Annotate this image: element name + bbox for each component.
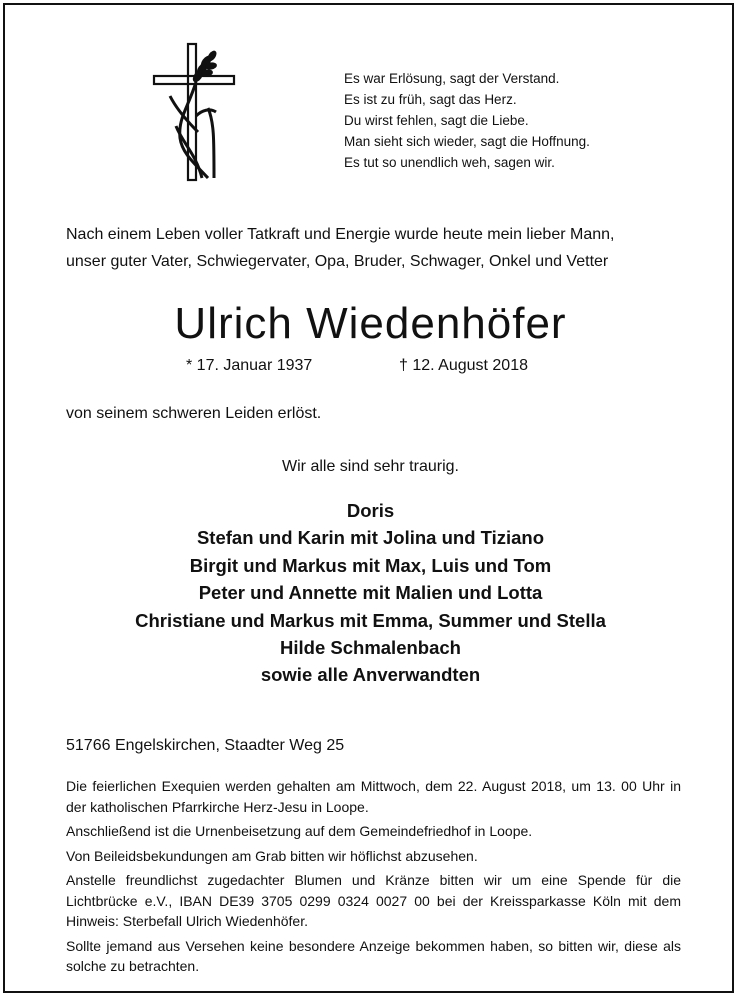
poem-line: Es ist zu früh, sagt das Herz. <box>344 92 517 107</box>
address: 51766 Engelskirchen, Staadter Weg 25 <box>66 737 345 754</box>
note-paragraph: Von Beileidsbekundungen am Grab bitten wir höflichst abzusehen. <box>66 847 478 864</box>
poem <box>344 68 590 173</box>
deceased-name: Ulrich Wiedenhöfer <box>174 299 567 348</box>
death-date: † 12. August 2018 <box>399 357 528 374</box>
released-text: von seinem schweren Leiden erlöst. <box>66 405 322 422</box>
mourner-line: Doris <box>346 500 395 521</box>
mourner-line: Stefan und Karin mit Jolina und Tiziano <box>196 527 545 549</box>
mourners-list <box>0 497 741 689</box>
poem-line: Du wirst fehlen, sagt die Liebe. <box>344 113 529 128</box>
intro-text <box>66 222 681 275</box>
mourner-line: Hilde Schmalenbach <box>280 637 461 659</box>
intro-line: Nach einem Leben voller Tatkraft und Energie wurde heute mein lieber Mann, <box>66 226 615 243</box>
service-notes <box>66 776 681 981</box>
birth-date: * 17. Januar 1937 <box>186 357 313 374</box>
mourner-line: Peter und Annette mit Malien und Lotta <box>198 582 543 604</box>
note-paragraph: Anschließend ist die Urnenbeisetzung auf dem Gemeindefriedhof in Loope. <box>66 823 533 839</box>
note-paragraph: Sollte jemand aus Versehen keine besondere Anzeige bekommen haben, so bitten wir, diese als solche zu betrachten. <box>66 937 681 974</box>
mourner-line: Christiane und Markus mit Emma, Summer und Stella <box>135 609 606 631</box>
mourner-line: sowie alle Anverwandten <box>260 664 481 686</box>
poem-line: Man sieht sich wieder, sagt die Hoffnung. <box>344 134 590 149</box>
intro-line: unser guter Vater, Schwiegervater, Opa, Bruder, Schwager, Onkel und Vetter <box>66 252 609 270</box>
note-paragraph: Anstelle freundlichst zugedachter Blumen und Kränze bitten wir um eine Spende für die Lichtbrücke e.V., IBAN DE39 3705 0299 0324 0027 00 bei der Kreissparkasse Köln mit dem Hinweis: Sterbefall Ulrich Wiedenhöfer. <box>66 872 681 929</box>
poem-line: Es tut so unendlich weh, sagen wir. <box>344 155 555 170</box>
mourner-line: Birgit und Markus mit Max, Luis und Tom <box>189 554 552 576</box>
sad-text: Wir alle sind sehr traurig. <box>282 458 459 475</box>
note-paragraph: Die feierlichen Exequien werden gehalten am Mittwoch, dem 22. August 2018, um 13. 00 Uhr in der katholischen Pfarrkirche Herz-Jesu in Loope. <box>66 778 681 815</box>
poem-line: Es war Erlösung, sagt der Verstand. <box>344 71 560 86</box>
cross-with-wheat-icon <box>148 38 238 188</box>
